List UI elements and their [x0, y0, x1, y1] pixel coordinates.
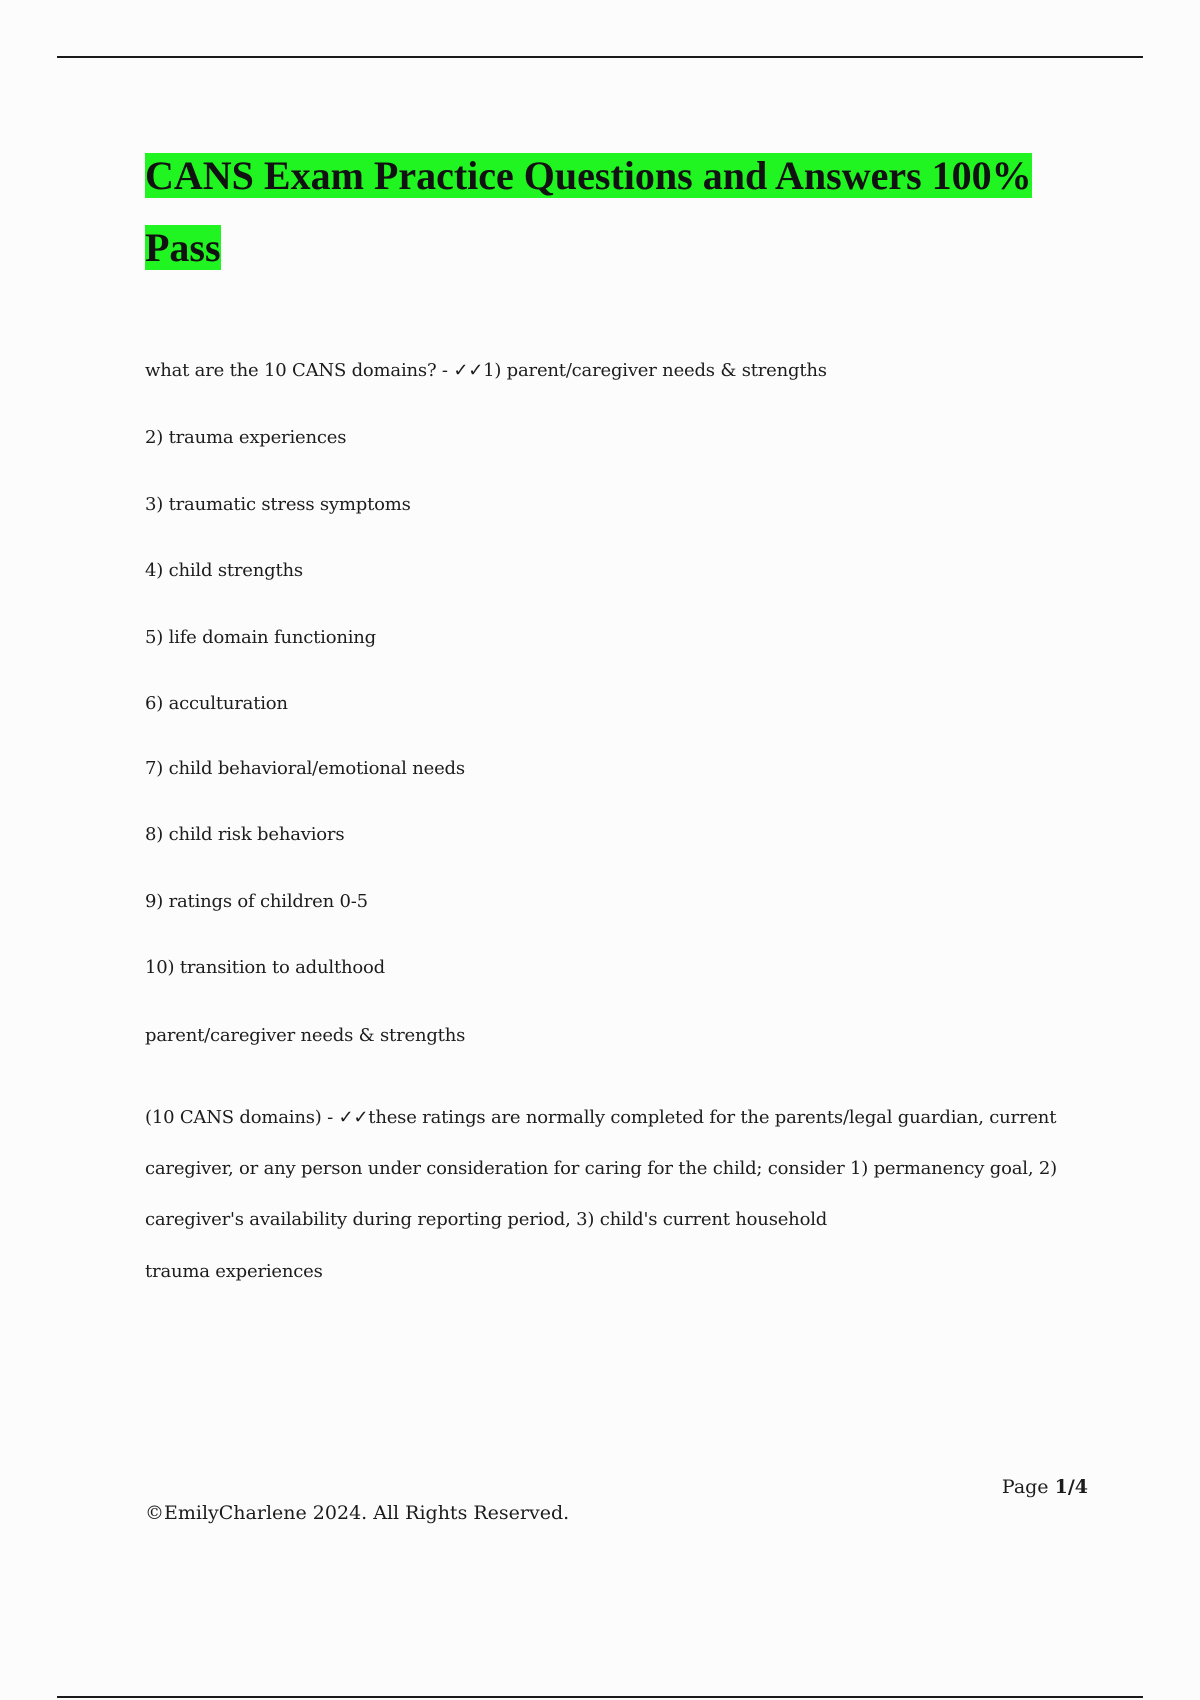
title-highlight: CANS Exam Practice Questions and Answers 100% Pass: [145, 153, 1032, 270]
answer-paragraph: (10 CANS domains) - ✓✓these ratings are normally completed for the parents/legal guardian, current caregiver, or any person under consideration for caring for the child; consider 1) permanency goal, 2) caregiver's availability during reporting period, 3) child's current household: [145, 1107, 1057, 1230]
domain-line: 5) life domain functioning: [145, 627, 376, 648]
document-title: [145, 140, 1085, 284]
domain-line: 7) child behavioral/emotional needs: [145, 758, 465, 779]
domain-line: 10) transition to adulthood: [145, 957, 385, 978]
page-count: 1/4: [1054, 1476, 1088, 1498]
domain-line: 6) acculturation: [145, 693, 288, 714]
domain-line: 4) child strengths: [145, 560, 303, 581]
domain-line: 8) child risk behaviors: [145, 824, 345, 845]
question-line: parent/caregiver needs & strengths: [145, 1025, 466, 1046]
copyright-footer: ©EmilyCharlene 2024. All Rights Reserved.: [145, 1502, 570, 1524]
page-label: Page: [1001, 1476, 1049, 1498]
domain-line: 9) ratings of children 0-5: [145, 891, 368, 912]
question-line: trauma experiences: [145, 1261, 323, 1282]
bottom-rule: [57, 1696, 1143, 1698]
question-line: what are the 10 CANS domains? - ✓✓1) parent/caregiver needs & strengths: [145, 360, 827, 381]
domain-line: 3) traumatic stress symptoms: [145, 494, 411, 515]
page-number: [1002, 1476, 1088, 1498]
domain-line: 2) trauma experiences: [145, 427, 347, 448]
top-rule: [57, 56, 1143, 58]
